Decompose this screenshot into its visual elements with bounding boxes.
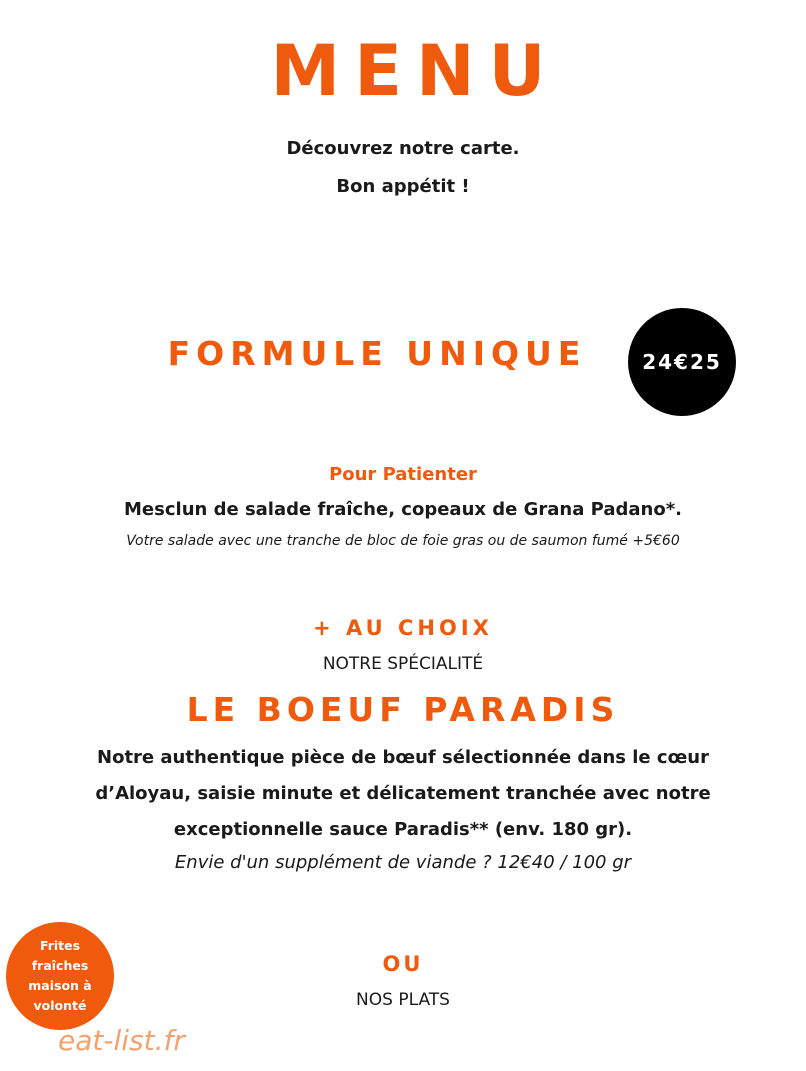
choice-label: + AU CHOIX xyxy=(313,616,493,640)
frites-badge xyxy=(6,922,114,1030)
dish-title: LE BOEUF PARADIS xyxy=(186,690,620,729)
price-value: 24€25 xyxy=(642,350,722,374)
formule-title: FORMULE UNIQUE xyxy=(167,334,587,373)
intro-greeting: Bon appétit ! xyxy=(336,176,470,197)
page-title: MENU xyxy=(270,30,560,112)
speciality-label: NOTRE SPÉCIALITÉ xyxy=(322,654,484,674)
dish-description: Notre authentique pièce de bœuf sélectionnée dans le cœur d’Aloyau, saisie minute et délicatement tranchée avec notre exceptionnelle sauce Paradis** (env. 180 gr). xyxy=(95,747,711,840)
frites-badge-text: Frites fraîches maison à volonté xyxy=(28,938,92,1013)
alternative-label: OU xyxy=(382,952,424,976)
intro-text: Découvrez notre carte. xyxy=(286,138,520,159)
starter-label: Pour Patienter xyxy=(329,464,477,485)
starter-description: Mesclun de salade fraîche, copeaux de Grana Padano*. xyxy=(124,499,682,520)
price-badge xyxy=(628,308,736,416)
dish-supplement: Envie d'un supplément de viande ? 12€40 / 100 gr xyxy=(174,852,632,873)
starter-option: Votre salade avec une tranche de bloc de foie gras ou de saumon fumé +5€60 xyxy=(126,533,680,549)
alternative-sublabel: NOS PLATS xyxy=(356,990,450,1010)
watermark: eat-list.fr xyxy=(58,1024,185,1057)
